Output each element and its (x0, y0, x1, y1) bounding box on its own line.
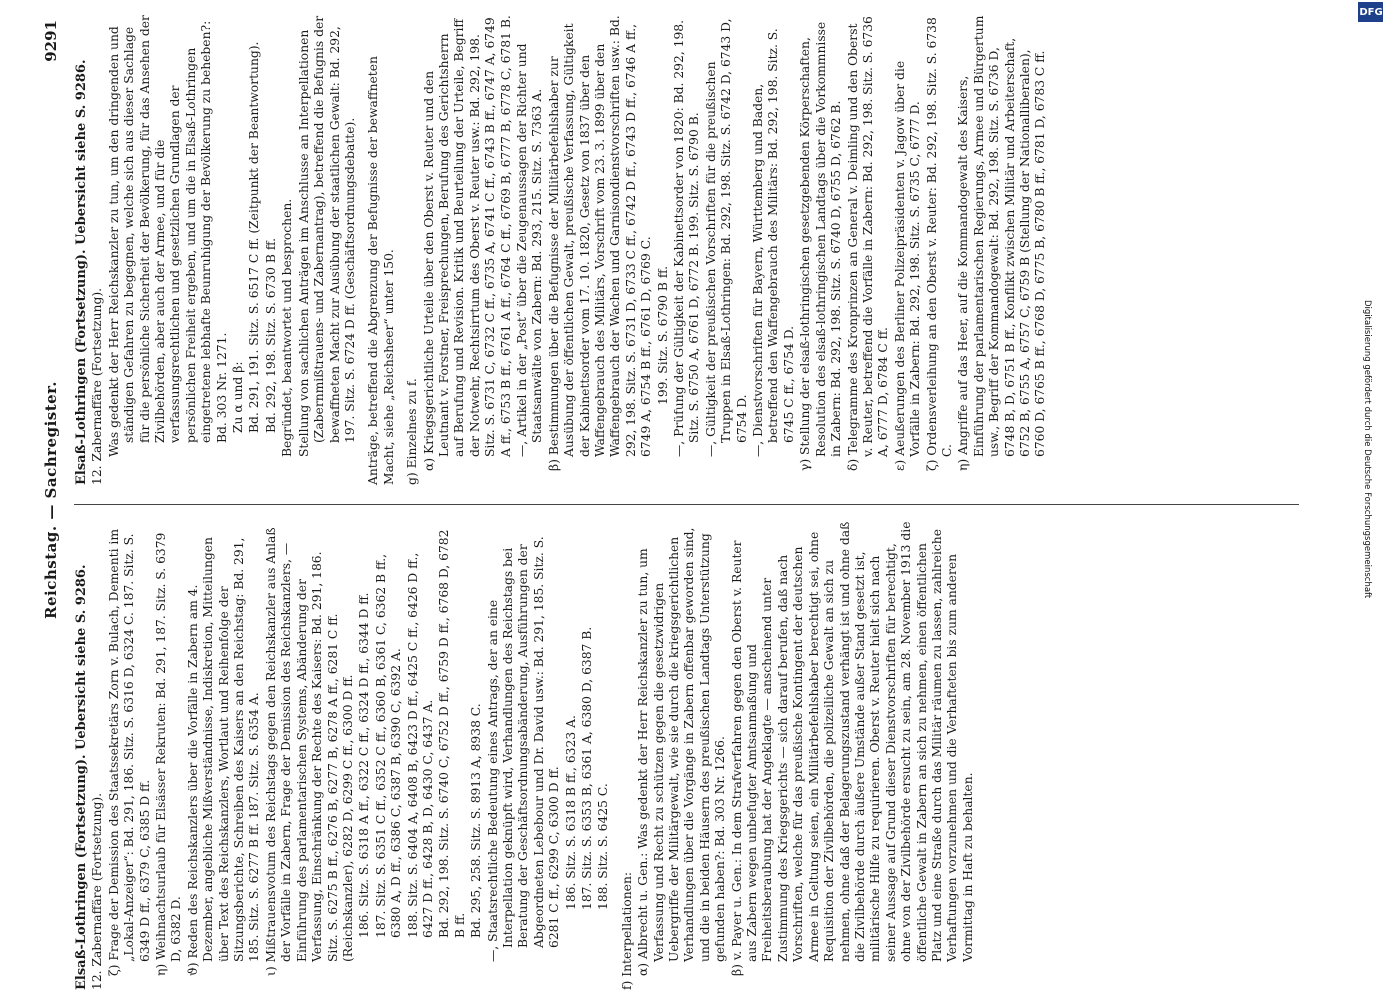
register-entry: Bd. 295, 258. Sitz. S. 8913 A, 8938 C. (469, 703, 484, 938)
register-entry: Bd. 291, 191. Sitz. S. 6517 C ff. (Zeitpunkt der Beantwortung). (247, 41, 262, 433)
digitization-note: Digitalisierung gefördert durch die Deutsche Forschungsgemeinschaft (1362, 300, 1372, 599)
register-entry: Zu α und β: (231, 361, 246, 433)
register-entry: γ) Stellung der elsaß-lothringischen gesetzgebenden Körperschaften, Resolution des elsaß-lothringischen Landtags über die Vorkommnisse in Zabern: Bd. 292, 198. Sitz. S. 6740 D, 6755 D, 6762 B. (798, 21, 844, 471)
register-entry: —, Artikel in der „Post“ über die Zeugenaussagen der Richter und Staatsanwälte von Zabern: Bd. 293, 215. Sitz. S. 7363 A. (514, 43, 545, 457)
register-entry: 199. Sitz. S. 6790 B ff. (655, 265, 670, 405)
register-entry: ι) Mißtrauensvotum des Reichstags gegen den Reichskanzler aus Anlaß der Vorfälle in Zabern, Frage der Demission des Reichskanzlers, — Einführung des parlamentarischen Systems, Abänderung der Verfassung, Einschränkung der Rechte des Kaisers: Bd. 291, 186. Sitz. S. 6275 B ff., 6276 B, 6277 B, 6278 A ff., 6281 C ff. (Reichskanzler), 6282 D, 6299 C ff., 6300 D ff. (263, 527, 355, 976)
register-entry: 187. Sitz. S. 6351 C ff., 6352 C ff., 6360 B, 6361 C, 6362 B ff., 6380 A, D ff., 6386 C, 6387 B, 6390 C, 6392 A. (373, 553, 404, 938)
register-entry: Bd. 292, 198. Sitz. S. 6730 B ff. (263, 237, 278, 433)
page-header (40, 0, 64, 1000)
register-entry: 12. Zabernaffäre (Fortsetzung). (90, 792, 105, 990)
register-entry: Anträge, betreffend die Abgrenzung der Befugnisse der bewaffneten Macht, siehe „Reichsheer“ unter 150. (366, 56, 396, 485)
register-entry: g) Einzelnes zu f. (405, 378, 420, 485)
register-entry: ε) Aeußerungen des Berliner Polizeipräsidenten v. Jagow über die Vorfälle in Zabern: Bd. 292, 198. Sitz. S. 6735 C, 6777 D. (892, 60, 923, 471)
page-header-title: Reichstag. — Sachregister. (42, 381, 60, 619)
register-entry: Elsaß-Lothringen (Fortsetzung). Uebersicht siehe S. 9286. (74, 564, 89, 990)
register-entry: η) Weihnachtsurlaub für Elsässer Rekruten: Bd. 291, 187. Sitz. S. 6379 D, 6382 D. (154, 532, 184, 976)
register-entry: —, Gültigkeit der preußischen Vorschriften für die preußischen Truppen in Elsaß-Lothringen: Bd. 292, 198. Sitz. S. 6742 D, 6743 D, 6754 D. (703, 18, 749, 457)
register-entry: —, Dienstvorschriften für Bayern, Württemberg und Baden, betreffend den Waffengebrauch des Militärs: Bd. 292, 198. Sitz. S. 6745 C ff., 6754 D. (751, 28, 796, 457)
register-entry: η) Angriffe auf das Heer, auf die Kommandogewalt des Kaisers, Einführung der parlamentarischen Regierungs, Armee und Bürgertum usw., Begriff der Kommandogewalt: Bd. 292, 198. Sitz. S. 6736 D, 6748 B, D, 6751 B ff., Konflikt zwischen Militär und Arbeiterschaft, 6752 B, 6755 A, 6757 C, 6759 B (Stellung der Nationalliberalen), 6760 D, 6765 B ff., 6768 D, 6775 B, 6780 B ff., 6781 D, 6783 C ff. (956, 15, 1048, 471)
register-entry: β) v. Payer u. Gen.: In dem Strafverfahren gegen den Oberst v. Reuter aus Zabern wegen unbefugter Amtsanmaßung und Freiheitsberaubung hat der Angeklagte — anscheinend unter Zustimmung des Kriegsgerichts — sich darauf berufen, daß nach Vorschriften, welche für das preußische Kontingent der deutschen Armee in Geltung seien, ein Militärbefehlshaber berechtigt sei, ohne Requisition der Zivilbehörden, die polizeiliche Gewalt an sich zu nehmen, ohne daß der Belagerungszustand verhängt ist und ohne daß die Zivilbehörde durch äußere Umstände außer Stand gesetzt ist, militärische Hilfe zu requirieren. Oberst v. Reuter hielt sich nach seiner Aussage auf Grund dieser Dienstvorschriften für berechtigt, ohne von der Zivilbehörde ersucht zu sein, am 28. November 1913 die öffentliche Gewalt in Zabern an sich zu nehmen, einen öffentlichen Platz und eine Straße durch das Militär räumen zu lassen, zahlreiche Verhaftungen vorzunehmen und die Verhafteten bis zum anderen Vormittag in Haft zu behalten. (729, 521, 975, 976)
register-entry: β) Bestimmungen über die Befugnisse der Militärbefehlshaber zur Ausübung der öffentlichen Gewalt, preußische Verfassung, Gültigkeit der Kabinettsorder vom 17. 10. 1820, Gesetz von 1837 über den Waffengebrauch des Militärs, Vorschrift vom 23. 3. 1899 über den Waffengebrauch der Wachen und Garnisondienstvorschriften usw.: Bd. 292, 198. Sitz. S. 6731 D, 6733 C ff., 6742 D ff., 6743 D ff., 6746 A ff., 6749 A, 6754 B ff., 6761 D, 6769 C. (546, 15, 654, 471)
register-entry: 188. Sitz. S. 6404 A, 6408 B, 6423 D ff., 6425 C ff., 6426 D ff., 6427 D ff., 6428 B, D, 6430 C, 6437 A. (405, 552, 435, 938)
register-entry: ζ) Ordensverleihung an den Oberst v. Reuter: Bd. 292, 198. Sitz. S. 6738 C. (924, 17, 954, 471)
register-entry: ζ) Frage der Demission des Staatssekretärs Zorn v. Bulach, Dementi im „Lokal-Anzeiger“: Bd. 291, 186. Sitz. S. 6316 D, 6324 C. 187. Sitz. S. 6349 D ff., 6379 C, 6385 D ff. (106, 528, 152, 976)
dfg-logo: DFG (1358, 2, 1383, 22)
register-entry: ϑ) Reden des Reichskanzlers über die Vorfälle in Zabern am 4. Dezember, angebliche Mißverständnisse, Indiskretion, Mitteilungen über Text des Reichskanzlers, Wortlaut und Reihenfolge der Sitzungsberichte, Schreiben des Kaisers an den Reichstag: Bd. 291, 185. Sitz. S. 6277 B ff. 187. Sitz. S. 6354 A. (185, 537, 262, 976)
register-entry: Elsaß-Lothringen (Fortsetzung). Uebersicht siehe S. 9286. (74, 59, 89, 485)
right-column (74, 15, 1050, 485)
register-entry: Bd. 292, 198. Sitz. S. 6740 C, 6752 D ff., 6759 D ff., 6768 D, 6782 B ff. (437, 529, 467, 938)
register-entry: Stellung von sachlichen Anträgen im Anschlusse an Interpellationen (Zabernmißtrauens- und Zabernantrag), betreffend die Befugnis der bewaffneten Macht zur Ausübung der staatlichen Gewalt: Bd. 292, 197. Sitz. S. 6724 D ff. (Geschäftsordnungsdebatte). (296, 15, 357, 457)
register-entry: α) Kriegsgerichtliche Urteile über den Oberst v. Reuter und den Leutnant v. Forstner, Freisprechungen, Berufung des Gerichtsherrn auf Berufung und Revision. Kritik und Beurteilung der Urteile, Begriff der Notwehr, Rechtsirrtum des Oberst v. Reuter usw.: Bd. 292, 198. Sitz. S. 6731 C, 6732 C ff., 6735 A, 6741 C ff., 6743 B ff., 6747 A, 6749 A ff., 6753 B ff., 6761 A ff., 6764 C ff., 6769 B, 6777 B, 6778 C, 6781 B. (421, 15, 513, 471)
register-entry: Was gedenkt der Herr Reichskanzler zu tun, um den dringenden und ständigen Gefahren zu begegnen, welche sich aus dieser Sachlage für die persönliche Sicherheit der Bevölkerung, für das Ansehen der Zivilbehörden, aber auch der Armee, und für die verfassungsrechtlichen und gesetzlichen Grundlagen der persönlichen Freiheit ergeben, und um die in Elsaß-Lothringen eingetretene lebhafte Beunruhigung der Bevölkerung zu beheben?: Bd. 303 Nr. 1271. (106, 15, 229, 457)
register-entry: —, Staatsrechtliche Bedeutung eines Antrags, der an eine Interpellation geknüpft wird, Verhandlungen des Reichstags bei Beratung der Geschäftsordnungsabänderung, Ausführungen der Abgeordneten Lebebour und Dr. David usw.: Bd. 291, 185. Sitz. S. 6281 C ff., 6299 C, 6300 D ff. (485, 536, 562, 962)
register-entry: δ) Telegramme des Kronprinzen an General v. Deimling und den Oberst v. Reuter, betreffend die Vorfälle in Zabern: Bd. 292, 198. Sitz. S. 6736 A, 6777 D, 6784 C ff. (845, 16, 891, 471)
register-entry: 187. Sitz. S. 6353 B, 6361 A, 6380 D, 6387 B. (580, 626, 594, 910)
register-entry: 12. Zabernaffäre (Fortsetzung). (90, 287, 105, 485)
register-entry: 186. Sitz. S. 6318 B ff., 6323 A. (563, 715, 578, 910)
page-number: 9291 (42, 20, 60, 62)
register-entry: —, Prüfung der Gültigkeit der Kabinettsorder von 1820: Bd. 292, 198. Sitz. S. 6750 A, 6761 D, 6772 B. 199. Sitz. S. 6790 B. (672, 19, 702, 457)
register-entry: f) Interpellationen: (619, 871, 634, 990)
register-entry: α) Albrecht u. Gen.: Was gedenkt der Herr Reichskanzler zu tun, um Verfassung und Recht zu schützen gegen die gesetzwidrigen Uebergriffe der Militärgewalt, wie sie durch die kriegsgerichtlichen Verhandlungen über die Vorgänge in Zabern offenbar geworden sind, und die in beiden Häusern des preußischen Landtags Unterstützung gefunden haben?: Bd. 303 Nr. 1266. (636, 527, 728, 976)
left-column (74, 520, 977, 990)
register-entry: Begründet, beantwortet und besprochen. (280, 198, 295, 457)
rotated-page-content (40, 0, 1370, 1000)
register-entry: 188. Sitz. S. 6425 C. (596, 783, 611, 910)
column-divider (74, 504, 1299, 505)
register-entry: 186. Sitz. S. 6318 A ff., 6322 C ff., 6324 D ff., 6344 D ff. (357, 592, 372, 938)
